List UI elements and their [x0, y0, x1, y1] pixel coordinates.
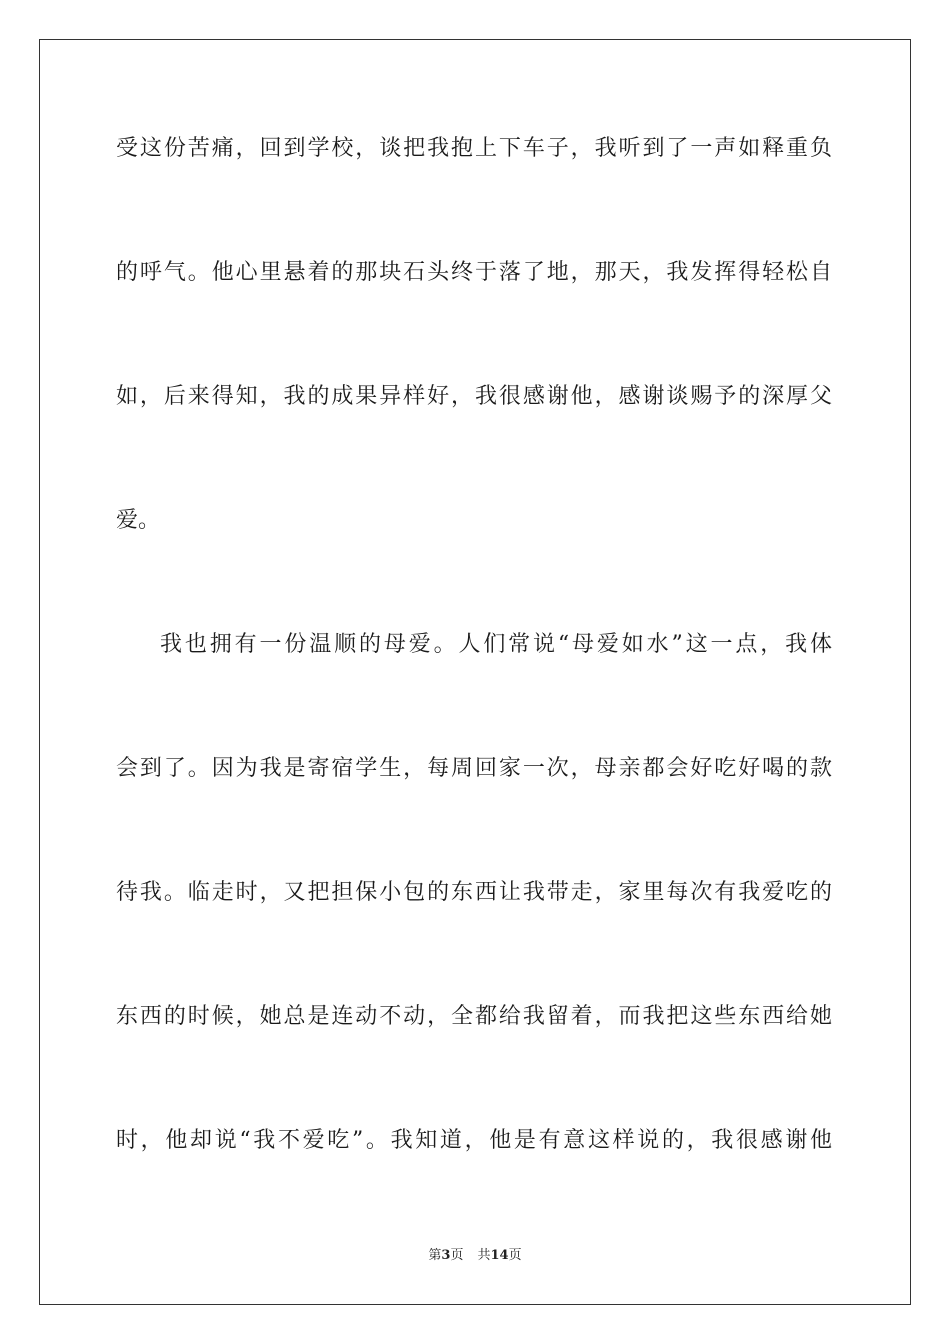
- paragraph-start-line: 我也拥有一份温顺的母爱。人们常说“母爱如水”这一点，我体: [160, 632, 832, 657]
- page-prefix: 第: [428, 1248, 442, 1263]
- total-suffix: 页: [508, 1248, 522, 1263]
- total-prefix: 共: [477, 1248, 491, 1263]
- body-text-line: 东西的时候，她总是连动不动，全都给我留着，而我把这些东西给她: [116, 1004, 832, 1029]
- body-text-line: 的呼气。他心里悬着的那块石头终于落了地，那天，我发挥得轻松自: [116, 260, 832, 285]
- current-page-number: 3: [441, 1248, 451, 1263]
- body-text-line: 时，他却说“我不爱吃”。我知道，他是有意这样说的，我很感谢他: [116, 1128, 832, 1153]
- total-page-count: 14: [490, 1248, 509, 1263]
- body-text-line: 爱。: [116, 508, 161, 533]
- page-suffix: 页: [450, 1248, 464, 1263]
- body-text-line: 会到了。因为我是寄宿学生，每周回家一次，母亲都会好吃好喝的款: [116, 756, 832, 781]
- page-border: [39, 39, 911, 1305]
- body-text-line: 如，后来得知，我的成果异样好，我很感谢他，感谢谈赐予的深厚父: [116, 384, 832, 409]
- page-footer: [0, 1246, 950, 1266]
- body-text-line: 受这份苦痛，回到学校，谈把我抱上下车子，我听到了一声如释重负: [116, 136, 832, 161]
- body-text-line: 待我。临走时，又把担保小包的东西让我带走，家里每次有我爱吃的: [116, 880, 832, 905]
